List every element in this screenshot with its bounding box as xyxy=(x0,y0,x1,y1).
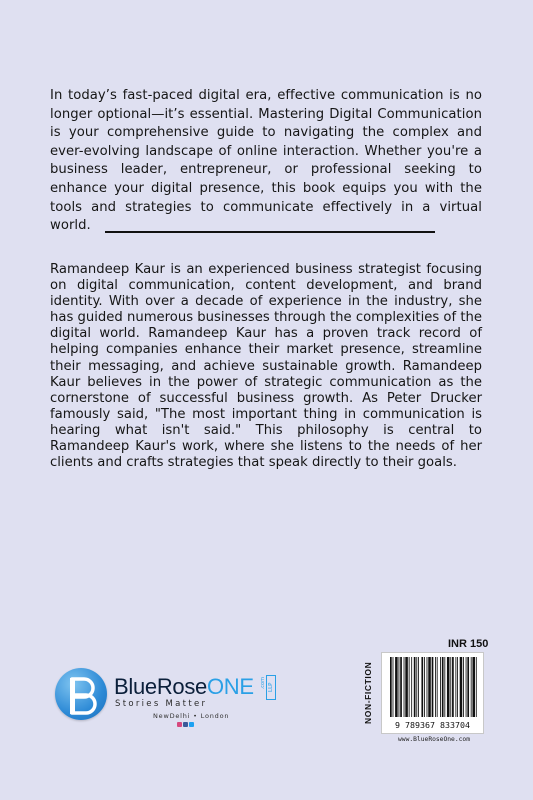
barcode-bar xyxy=(414,657,416,717)
book-blurb: In today’s fast-paced digital era, effective communication is no longer optional—it’s essential. Mastering Digital Communication is your comprehensive guide to navigating the complex and ever-evolving landscape of online interaction. Whether you're a business leader, entrepreneur, or professional seeking to enhance your digital presence, this book equips you with the tools and strategies to communicate effectively in a virtual world. xyxy=(50,88,482,234)
facebook-icon xyxy=(183,722,188,727)
barcode-bar xyxy=(437,657,438,717)
publisher-cities: NewDelhi • London xyxy=(153,712,230,720)
barcode-bar xyxy=(447,657,450,717)
barcode-bar xyxy=(435,657,436,717)
barcode-bar xyxy=(416,657,417,717)
barcode-bar xyxy=(432,657,434,717)
publisher-logo xyxy=(55,668,285,748)
barcode-bar xyxy=(418,657,419,717)
barcode-bar xyxy=(463,657,464,717)
barcode-bars xyxy=(382,653,483,733)
barcode-bar xyxy=(424,657,425,717)
barcode-bar xyxy=(395,657,398,717)
barcode-bar xyxy=(450,657,451,717)
barcode-bar xyxy=(405,657,408,717)
barcode-bar xyxy=(428,657,431,717)
barcode-bar xyxy=(440,657,441,717)
barcode-bar xyxy=(444,657,445,717)
barcode-bar xyxy=(421,657,423,717)
isbn-barcode xyxy=(381,652,484,734)
publisher-name xyxy=(114,674,254,700)
isbn-digits: 9 789367 833704 xyxy=(395,720,470,730)
publisher-domain-suffix: .com xyxy=(260,677,266,690)
publisher-website: www.BlueRoseOne.com xyxy=(397,736,471,743)
twitter-icon xyxy=(189,722,194,727)
social-icons xyxy=(177,722,194,727)
barcode-bar xyxy=(457,657,458,717)
author-bio: Ramandeep Kaur is an experienced business strategist focusing on digital communication, content development, and brand identity. With over a decade of experience in the industry, she has guided numerous businesses through the complexities of the digital world. Ramandeep Kaur has a proven track record of helping companies enhance their market presence, streamline their messaging, and achieve sustainable growth. Ramandeep Kaur believes in the power of strategic communication as the cornerstone of successful business growth. As Peter Drucker famously said, "The most important thing in communication is hearing what isn't said." This philosophy is central to Ramandeep Kaur's work, where she listens to the needs of her clients and crafts strategies that speak directly to their goals. xyxy=(50,262,482,471)
barcode-bar xyxy=(460,657,463,717)
barcode-bar xyxy=(476,657,477,717)
barcode-bar xyxy=(442,657,444,717)
divider-rule xyxy=(105,231,435,233)
barcode-bar xyxy=(404,657,405,717)
barcode-bar xyxy=(409,657,410,717)
barcode-bar xyxy=(472,657,475,717)
publisher-name-part2: ONE xyxy=(207,674,254,699)
publisher-name-part1: BlueRose xyxy=(114,674,207,699)
barcode-bar xyxy=(452,657,454,717)
barcode-bar xyxy=(471,657,472,717)
barcode-bar xyxy=(455,657,456,717)
barcode-bar xyxy=(399,657,400,717)
price-label: INR 150 xyxy=(448,638,489,650)
barcode-bar xyxy=(400,657,402,717)
publisher-tagline: Stories Matter xyxy=(115,699,208,709)
publisher-llp-badge: LLP xyxy=(266,675,276,700)
barcode-bar xyxy=(411,657,412,717)
barcode-bar xyxy=(427,657,428,717)
b-letter-circle-icon xyxy=(55,668,107,720)
barcode-bar xyxy=(390,657,392,717)
instagram-icon xyxy=(177,722,182,727)
barcode-bar xyxy=(467,657,469,717)
barcode-bar xyxy=(393,657,394,717)
genre-label: NON-FICTION xyxy=(363,661,373,725)
barcode-bar xyxy=(466,657,467,717)
